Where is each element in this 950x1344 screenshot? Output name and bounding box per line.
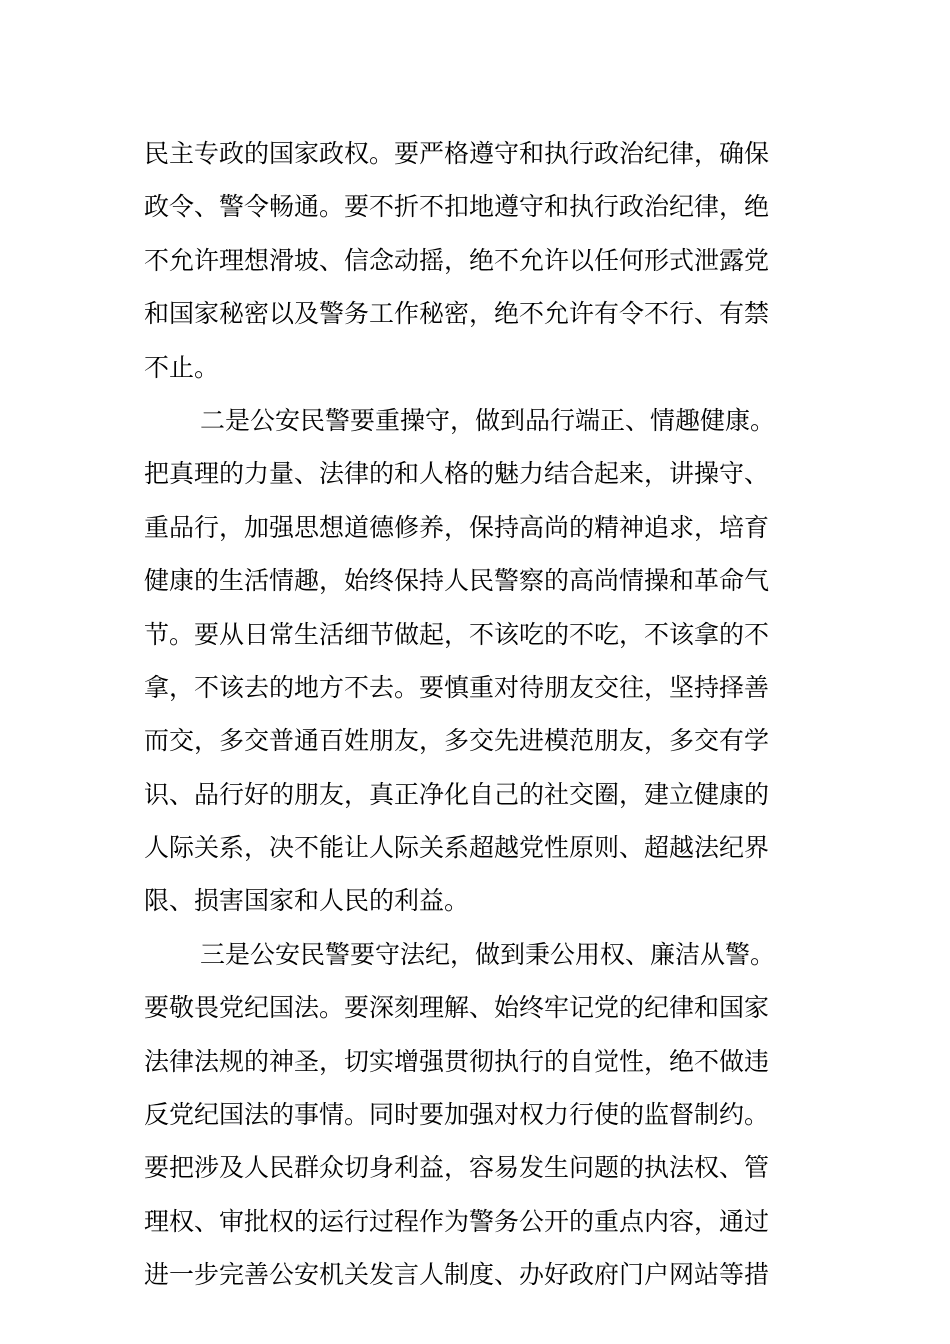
text-line: 限、损害国家和人民的利益。 [144, 886, 470, 916]
text-line: 拿，不该去的地方不去。要慎重对待朋友交往，坚持择善 [144, 672, 770, 702]
text-line: 识、品行好的朋友，真正净化自己的社交圈，建立健康的 [144, 779, 770, 809]
paragraph-first-line: 三是公安民警要守法纪，做到秉公用权、廉洁从警。 [200, 939, 776, 969]
text-line: 节。要从日常生活细节做起，不该吃的不吃，不该拿的不 [144, 619, 770, 649]
text-line: 要敬畏党纪国法。要深刻理解、始终牢记党的纪律和国家 [144, 993, 770, 1023]
text-line: 法律法规的神圣，切实增强贯彻执行的自觉性，绝不做违 [144, 1046, 770, 1076]
text-line: 把真理的力量、法律的和人格的魅力结合起来，讲操守、 [144, 459, 770, 489]
text-line: 健康的生活情趣，始终保持人民警察的高尚情操和革命气 [144, 566, 770, 596]
text-line: 和国家秘密以及警务工作秘密，绝不允许有令不行、有禁 [144, 299, 770, 329]
text-line: 而交，多交普通百姓朋友，多交先进模范朋友，多交有学 [144, 726, 770, 756]
text-line: 进一步完善公安机关发言人制度、办好政府门户网站等措 [144, 1260, 770, 1290]
text-line: 民主专政的国家政权。要严格遵守和执行政治纪律，确保 [144, 139, 770, 168]
text-line: 人际关系，决不能让人际关系超越党性原则、超越法纪界 [144, 833, 770, 863]
text-line: 不止。 [144, 352, 220, 382]
text-line: 重品行，加强思想道德修养，保持高尚的精神追求，培育 [144, 512, 770, 542]
text-line: 政令、警令畅通。要不折不扣地遵守和执行政治纪律，绝 [144, 192, 770, 222]
paragraph-first-line: 二是公安民警要重操守，做到品行端正、情趣健康。 [200, 405, 776, 435]
text-line: 理权、审批权的运行过程作为警务公开的重点内容，通过 [144, 1206, 770, 1236]
document-body [144, 127, 814, 1302]
text-line: 要把涉及人民群众切身利益，容易发生问题的执法权、管 [144, 1153, 770, 1183]
text-line: 反党纪国法的事情。同时要加强对权力行使的监督制约。 [144, 1100, 770, 1130]
text-line: 不允许理想滑坡、信念动摇，绝不允许以任何形式泄露党 [144, 245, 770, 275]
